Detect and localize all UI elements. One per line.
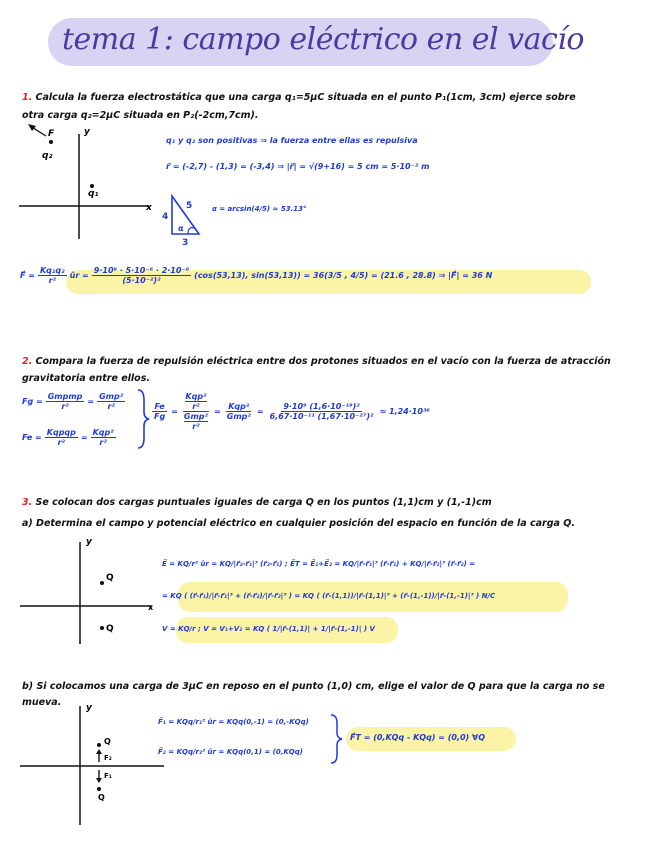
q1-numeric-numerator: 9·10⁹ · 5·10⁻⁶ · 2·10⁻⁶ <box>93 266 190 275</box>
q1-triangle-five: 5 <box>186 201 193 211</box>
q2-fe-den-1: r² <box>57 438 66 447</box>
q3b-top-charge-label: Q <box>104 737 111 746</box>
q3b-f1-label: F₁ <box>104 772 112 780</box>
q1-diagram-q2-label: q₂ <box>42 151 53 161</box>
q2-fg-den-2: r² <box>107 402 115 411</box>
q2-compound-den-top: Gmp² <box>183 412 209 421</box>
q2-gravity-equation <box>22 392 125 411</box>
q1-diagram-x-label: x <box>146 203 152 213</box>
q2-fg-equals: = <box>87 397 95 406</box>
q2-fg-num-2: Gmp² <box>99 392 124 401</box>
q3a-y-label: y <box>86 537 92 547</box>
q2-ratio-equation: $\frac{Fe}{Fg}$ = Kqp² r² Gmp² r² = $\frac{\text{Kqp²}}{\text{Gmp²}}$ = $\frac{\text{9·10⁹ (1,6·10⁻¹⁹)²}}{\text{6,67·10⁻¹¹ (1,67·10⁻²⁷)²}}$ ≈ 1,24·10³⁶ <box>154 392 430 431</box>
q3b-total-force: F⃗T = (0,KQq - KQq) = (0,0) ∀Q <box>350 733 485 742</box>
question-1-line-2: otra carga q₂=2μC situada en P₂(-2cm,7cm). <box>22 110 259 121</box>
page-title: tema 1: campo eléctrico en el vacío <box>62 22 584 57</box>
q2-compound-den-bot: r² <box>192 422 200 431</box>
q2-compound-num-bot: r² <box>192 402 200 411</box>
q1-diagram-q1-label: q₁ <box>88 189 99 199</box>
question-3-number: 3. <box>22 497 33 508</box>
q3b-force-1: F⃗₁ = KQq/r₁² ûr = KQq(0,-1) = (0,-KQq) <box>158 718 309 726</box>
q1-numeric-fraction <box>92 266 191 285</box>
question-2-text <box>22 356 611 367</box>
q2-fg-fraction-1 <box>46 392 85 411</box>
q1-numeric-denominator: (5·10⁻²)² <box>122 276 161 285</box>
q2-fe-equals: = <box>80 433 88 442</box>
q2-ratio-den: Fg <box>154 412 166 421</box>
question-2-number: 2. <box>22 356 33 367</box>
q1-statement-repulsive: q₁ y q₂ son positivas ⇒ la fuerza entre ellas es repulsiva <box>166 136 418 145</box>
q2-fe-fraction-1 <box>45 428 78 447</box>
q3a-bottom-charge-label: Q <box>106 624 114 634</box>
q3b-bottom-charge-label: Q <box>98 793 105 802</box>
q2-ratio-fraction <box>152 402 167 421</box>
q1-coulomb-numerator: Kq₁q₂ <box>39 266 65 275</box>
q2-numeric-den: 6,67·10⁻¹¹ (1,67·10⁻²⁷)² <box>269 412 374 421</box>
q1-statement-alpha: α = arcsin(4/5) ≈ 53.13° <box>212 205 307 213</box>
q1-force-lhs: F⃗ = <box>20 271 35 280</box>
q2-ratio-num: Fe <box>154 402 165 411</box>
q3b-diagram <box>14 700 174 830</box>
question-1-text <box>22 92 576 103</box>
question-3-part-b-line-1: b) Si colocamos una carga de 3μC en reposo en el punto (1,0) cm, elige el valor de Q para que la carga no se <box>22 681 605 692</box>
q2-fe-num-1: Kqpqp <box>46 428 76 437</box>
question-3-part-b-line-2: mueva. <box>22 697 62 708</box>
q3b-f2-label: F₂ <box>104 754 112 762</box>
question-1-number: 1. <box>22 92 33 103</box>
q2-numeric-num: 9·10⁹ (1,6·10⁻¹⁹)² <box>283 402 360 411</box>
q3-field-line-1: E⃗ = KQ/r² ûr = KQ/|r⃗₂-r⃗₁|³ (r⃗₂-r⃗₁) ; E⃗T = E⃗₁+E⃗₂ = KQ/|r⃗-r⃗₁|³ (r⃗-r⃗₁) + KQ/|r⃗-r⃗₂|³ (r⃗-r⃗₂) = <box>162 560 476 568</box>
question-3-text <box>22 497 492 508</box>
q3a-top-charge-label: Q <box>106 573 114 583</box>
q1-triangle-three: 3 <box>182 238 189 248</box>
q2-fe-num-2: Kqp² <box>92 428 114 437</box>
q3b-brace <box>328 713 344 765</box>
q1-coulomb-denominator: r² <box>48 276 57 285</box>
q2-numeric-fraction <box>268 402 376 421</box>
q1-unit-vector: ûr = <box>69 271 89 280</box>
q2-electric-equation <box>22 428 116 447</box>
q1-force-equation <box>20 266 492 285</box>
q2-fg-den-1: r² <box>61 402 69 411</box>
q2-fg-num-1: Gmpmp <box>47 392 83 401</box>
question-3-line-1: Se colocan dos cargas puntuales iguales de carga Q en los puntos (1,1)cm y (1,-1)cm <box>35 497 492 508</box>
q2-simplified-fraction <box>225 402 253 421</box>
q3-field-line-2: = KQ ( (r⃗-r⃗₁)/|r⃗-r⃗₁|³ + (r⃗-r⃗₂)/|r⃗-r⃗₂|³ ) = KQ ( (r⃗-(1,1))/|r⃗-(1,1)|³ + (r⃗-(1,-1))/|r⃗-(1,-1)|³ ) N/C <box>162 592 496 600</box>
q1-triangle-four: 4 <box>162 212 169 222</box>
q2-brace <box>134 388 152 450</box>
q1-triangle-alpha: α <box>178 224 184 233</box>
q3b-y-label: y <box>86 703 92 713</box>
q2-simplified-den: Gmp² <box>226 412 251 421</box>
question-2-line-1: Compara la fuerza de repulsión eléctrica entre dos protones situados en el vacío con la fuerza de atracción <box>35 356 611 367</box>
q3-potential-line: V = KQ/r ; V = V₁+V₂ = KQ ( 1/|r⃗-(1,1)| + 1/|r⃗-(1,-1)| ) V <box>162 625 375 633</box>
question-1-line-1: Calcula la fuerza electrostática que una carga q₁=5μC situada en el punto P₁(1cm, 3cm) ejerce sobre <box>35 92 576 103</box>
q2-fe-fraction-2 <box>91 428 116 447</box>
q2-fg-fraction-2 <box>97 392 125 411</box>
q2-fg-lhs: Fg = <box>22 397 43 406</box>
q1-statement-vector-r: r⃗ = (-2,7) - (1,3) = (-3,4) ⇒ |r⃗| = √(9+16) = 5 cm = 5·10⁻² m <box>166 162 430 171</box>
q1-coulomb-fraction <box>38 266 67 285</box>
q3a-diagram <box>14 534 164 649</box>
q2-result: ≈ 1,24·10³⁶ <box>379 407 430 416</box>
q1-diagram-force-label: F <box>48 129 55 139</box>
q2-fe-lhs: Fe = <box>22 433 42 442</box>
q2-fe-den-2: r² <box>99 438 107 447</box>
question-2-line-2: gravitatoria entre ellos. <box>22 373 150 384</box>
q2-compound-num-top: Kqp² <box>185 392 207 401</box>
q1-diagram-y-label: y <box>84 127 90 137</box>
q2-simplified-num: Kqp² <box>228 402 250 411</box>
q3b-force-2: F⃗₂ = KQq/r₂² ûr = KQq(0,1) = (0,KQq) <box>158 748 303 756</box>
q2-compound-fraction <box>182 392 210 431</box>
q1-force-result: (cos(53,13), sin(53,13)) = 36(3/5 , 4/5) = (21.6 , 28.8) ⇒ |F⃗| = 36 N <box>194 271 493 280</box>
q3a-x-label: x <box>148 603 154 612</box>
question-3-part-a: a) Determina el campo y potencial eléctrico en cualquier posición del espacio en función de la carga Q. <box>22 518 575 529</box>
